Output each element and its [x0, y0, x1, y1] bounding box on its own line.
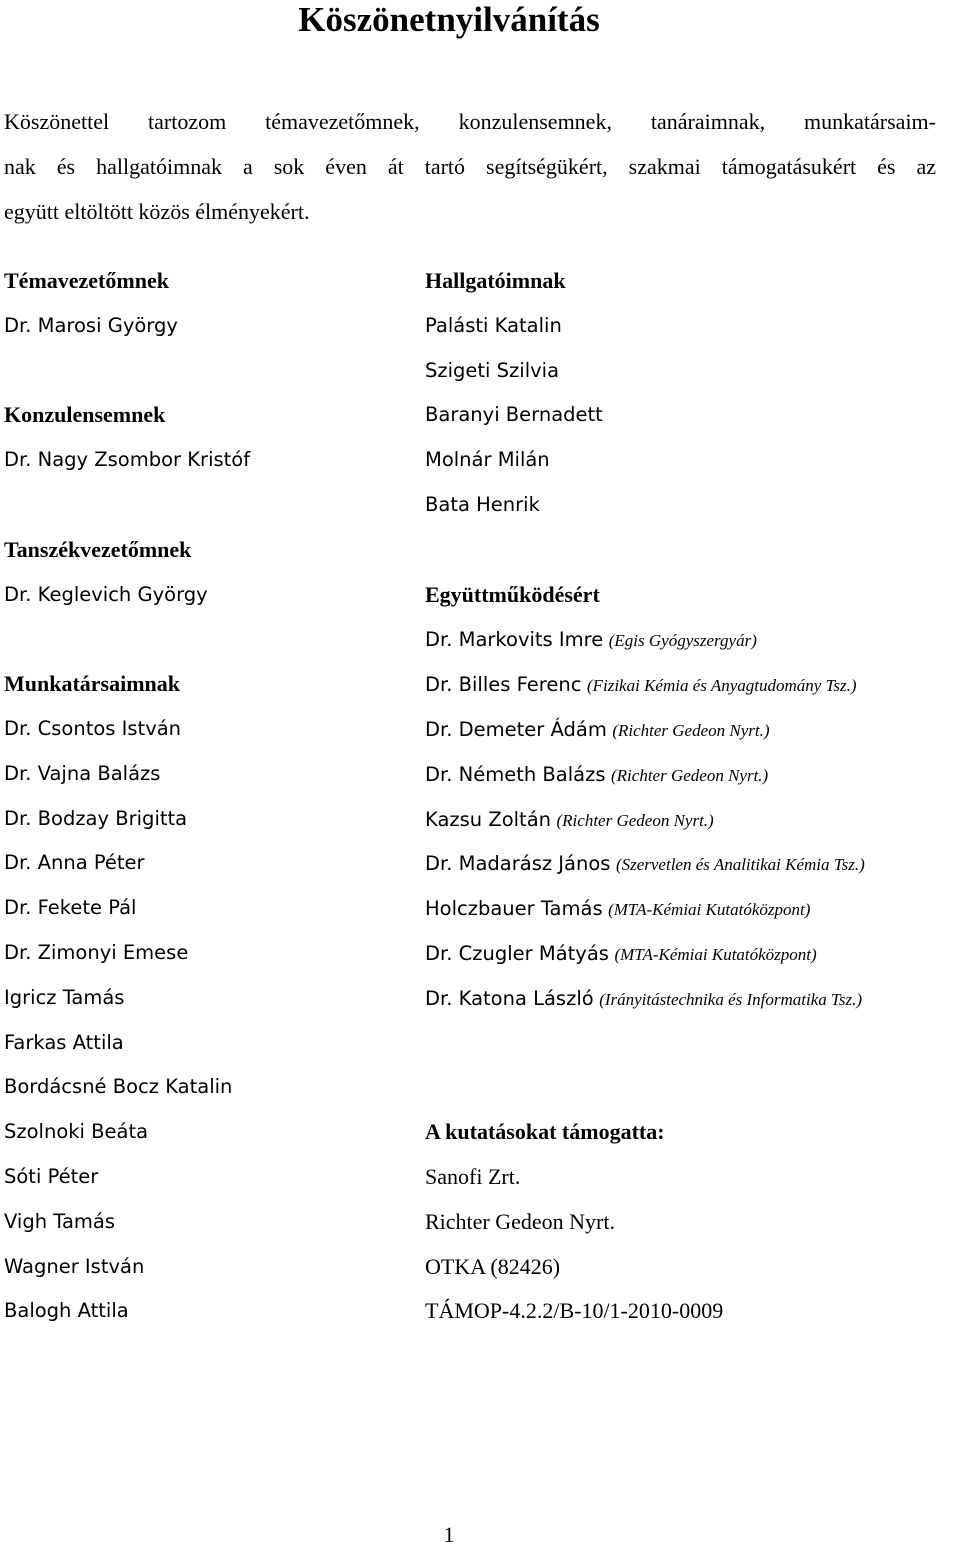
cooperation-organization: (Fizikai Kémia és Anyagtudomány Tsz.) [586, 676, 857, 696]
colleague-name: Wagner István [4, 1254, 145, 1278]
cooperation-organization: (Richter Gedeon Nyrt.) [612, 720, 770, 740]
page-number: 1 [443, 1522, 455, 1547]
colleague-name: Igricz Tamás [4, 985, 125, 1009]
colleague-name: Dr. Anna Péter [4, 851, 145, 875]
intro-paragraph [4, 99, 936, 234]
right-column [425, 263, 960, 1338]
colleague-name: Dr. Zimonyi Emese [4, 940, 189, 964]
supervisor-heading: Témavezetőmnek [4, 268, 169, 293]
cooperation-person: Dr. Katona László [425, 986, 594, 1010]
spacer [425, 1069, 960, 1114]
cooperation-entry [425, 666, 960, 711]
cooperation-entry [425, 711, 960, 756]
student-name: Baranyi Bernadett [425, 403, 603, 427]
cooperation-organization: (MTA-Kémiai Kutatóközpont) [608, 900, 811, 920]
consultant-name: Dr. Nagy Zsombor Kristóf [4, 448, 251, 472]
spacer [425, 532, 960, 577]
supervisor-name: Dr. Marosi György [4, 313, 178, 337]
spacer [4, 353, 404, 398]
colleagues-heading: Munkatársaimnak [4, 671, 181, 697]
cooperation-person: Dr. Németh Balázs [425, 762, 606, 786]
colleague-name: Dr. Fekete Pál [4, 896, 137, 920]
department-head-heading: Tanszékvezetőmnek [4, 536, 192, 562]
cooperation-entry [425, 801, 960, 846]
consultant-heading: Konzulensemnek [4, 402, 166, 428]
cooperation-organization: (MTA-Kémiai Kutatóközpont) [614, 944, 817, 964]
support-item: Sanofi Zrt. [425, 1163, 521, 1189]
page-title: Köszönetnyilvánítás [298, 0, 600, 39]
cooperation-entry [425, 621, 960, 666]
student-name: Palásti Katalin [425, 313, 562, 337]
cooperation-entry [425, 935, 960, 980]
cooperation-organization: (Richter Gedeon Nyrt.) [556, 810, 714, 830]
colleague-name: Szolnoki Beáta [4, 1120, 149, 1144]
cooperation-person: Kazsu Zoltán [425, 807, 552, 831]
support-item: TÁMOP-4.2.2/B-10/1-2010-0009 [425, 1298, 724, 1324]
spacer [425, 1025, 960, 1070]
spacer [4, 487, 404, 532]
cooperation-organization: (Irányitástechnika és Informatika Tsz.) [599, 989, 863, 1009]
cooperation-person: Dr. Billes Ferenc [425, 673, 582, 697]
department-head-name: Dr. Keglevich György [4, 582, 208, 606]
cooperation-person: Holczbauer Tamás [425, 897, 603, 921]
cooperation-person: Dr. Czugler Mátyás [425, 941, 609, 965]
support-item: OTKA (82426) [425, 1253, 561, 1279]
colleague-name: Vigh Tamás [4, 1209, 116, 1233]
student-name: Bata Henrik [425, 492, 540, 516]
left-column [4, 263, 404, 1338]
cooperation-entry [425, 756, 960, 801]
cooperation-entry [425, 980, 960, 1025]
colleague-name: Dr. Vajna Balázs [4, 761, 161, 785]
colleague-name: Balogh Attila [4, 1299, 129, 1323]
cooperation-organization: (Szervetlen és Analitikai Kémia Tsz.) [615, 855, 865, 875]
intro-line: együtt eltöltött közös élményekért. [4, 199, 310, 224]
colleague-name: Dr. Bodzay Brigitta [4, 806, 188, 830]
colleague-name: Dr. Csontos István [4, 716, 182, 740]
students-heading: Hallgatóimnak [425, 268, 566, 293]
cooperation-person: Dr. Demeter Ádám [425, 717, 607, 741]
cooperation-person: Dr. Madarász János [425, 852, 611, 876]
intro-line: nak és hallgatóimnak a sok éven át tartó segítségükért, szakmai támogatásukért és az [4, 154, 936, 179]
colleague-name: Sóti Péter [4, 1164, 99, 1188]
cooperation-entry [425, 890, 960, 935]
cooperation-organization: (Egis Gyógyszergyár) [608, 631, 757, 651]
spacer [4, 621, 404, 666]
cooperation-person: Dr. Markovits Imre [425, 628, 604, 652]
support-item: Richter Gedeon Nyrt. [425, 1208, 615, 1234]
cooperation-heading: Együttműködésért [425, 581, 600, 607]
student-name: Molnár Milán [425, 448, 550, 472]
intro-line: Köszönettel tartozom témavezetőmnek, konzulensemnek, tanáraimnak, munkatársaim- [4, 109, 936, 134]
colleague-name: Bordácsné Bocz Katalin [4, 1075, 233, 1099]
support-heading: A kutatásokat támogatta: [425, 1119, 665, 1145]
cooperation-entry [425, 845, 960, 890]
cooperation-organization: (Richter Gedeon Nyrt.) [611, 765, 769, 785]
colleague-name: Farkas Attila [4, 1030, 124, 1054]
student-name: Szigeti Szilvia [425, 358, 560, 382]
